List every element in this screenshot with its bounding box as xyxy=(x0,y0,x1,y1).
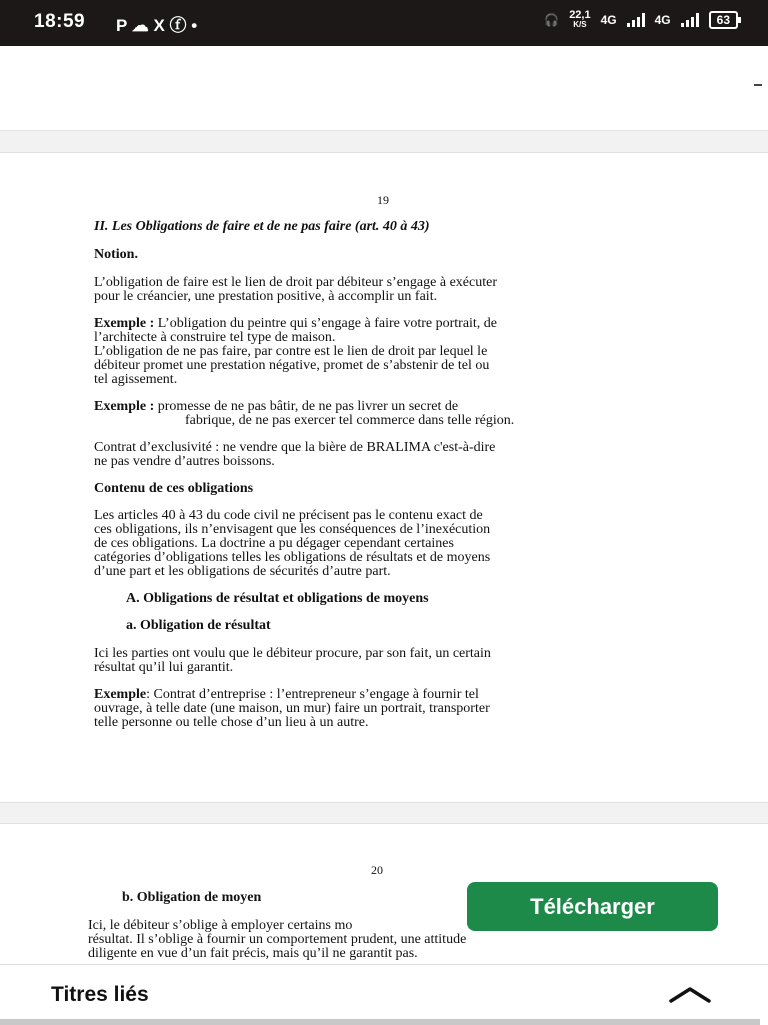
example-line: fabrique, de ne pas exercer tel commerce dans telle région. xyxy=(185,413,515,428)
download-button[interactable]: Télécharger xyxy=(467,882,718,931)
paragraph-line: résultat. Il s’oblige à fournir un comportement prudent, une attitude xyxy=(88,932,467,947)
paragraph-line: ces obligations, ils n’envisagent que les conséquences de l’inexécution xyxy=(94,522,491,537)
battery-icon: 63 xyxy=(709,11,738,29)
page-mark xyxy=(754,84,762,86)
contenu-heading: Contenu de ces obligations xyxy=(94,481,254,496)
network-speed: 22,1 K/S xyxy=(569,9,591,29)
example-line: Exemple: Contrat d’entreprise : l’entrepreneur s’engage à fournir tel xyxy=(94,687,479,702)
example-line: telle personne ou telle chose d’un lieu à un autre. xyxy=(94,715,369,730)
section-heading: II. Les Obligations de faire et de ne pas faire (art. 40 à 43) xyxy=(94,219,430,234)
notification-icons: P ☁ X ⓕ • xyxy=(116,16,198,35)
paragraph-line: diligente en vue d’un fait précis, mais qu’il ne garantit pas. xyxy=(88,946,418,961)
page-number: 19 xyxy=(377,193,389,207)
paragraph-line: L’obligation de faire est le lien de droit par débiteur s’engage à exécuter xyxy=(94,275,497,290)
paragraph-line: Les articles 40 à 43 du code civil ne précisent pas le contenu exact de xyxy=(94,508,483,523)
chevron-up-icon[interactable] xyxy=(668,983,712,1005)
paragraph-line: Ici les parties ont voulu que le débiteur procure, par son fait, un certain xyxy=(94,646,491,661)
network-type-1: 4G xyxy=(600,13,617,27)
page-number: 20 xyxy=(371,863,383,877)
status-bar xyxy=(0,0,768,46)
status-right xyxy=(544,10,738,30)
subsection-b-heading: b. Obligation de moyen xyxy=(122,890,262,905)
paragraph-line: résultat qu’il lui garantit. xyxy=(94,660,234,675)
paragraph-line: Ici, le débiteur s’oblige à employer certains mo xyxy=(88,918,353,933)
notion-heading: Notion. xyxy=(94,247,138,262)
paragraph-line: Contrat d’exclusivité : ne vendre que la bière de BRALIMA c'est-à-dire xyxy=(94,440,496,455)
example-line: Exemple : L’obligation du peintre qui s’engage à faire votre portrait, de xyxy=(94,316,498,331)
paragraph-line: catégories d’obligations telles les obligations de résultats et de moyens xyxy=(94,550,491,565)
related-titles-label: Titres liés xyxy=(51,983,149,1006)
section-a-heading: A. Obligations de résultat et obligations de moyens xyxy=(126,591,429,606)
signal-icon xyxy=(627,13,645,27)
status-time: 18:59 xyxy=(34,11,86,32)
paragraph-line: de ces obligations. La doctrine a pu dégager cependant certaines xyxy=(94,536,454,551)
example-line: tel agissement. xyxy=(94,372,178,387)
example-line: l’architecte à construire tel type de maison. xyxy=(94,330,336,345)
headphones-icon: 🎧 xyxy=(544,13,560,27)
paragraph-line: ne pas vendre d’autres boissons. xyxy=(94,454,275,469)
example-line: Exemple : promesse de ne pas bâtir, de ne pas livrer un secret de xyxy=(94,399,459,414)
example-line: débiteur promet une prestation négative, promet de s’abstenir de tel ou xyxy=(94,358,490,373)
signal-icon-2 xyxy=(681,13,699,27)
scroll-indicator xyxy=(0,1019,760,1025)
network-type-2: 4G xyxy=(654,13,671,27)
document-page-previous xyxy=(0,46,768,131)
paragraph-line: d’une part et les obligations de sécurités d’autre part. xyxy=(94,564,391,579)
document-page-19 xyxy=(0,152,768,803)
example-line: L’obligation de ne pas faire, par contre est le lien de droit par lequel le xyxy=(94,344,488,359)
example-line: ouvrage, à telle date (une maison, un mur) faire un portrait, transporter xyxy=(94,701,490,716)
related-titles-bar[interactable] xyxy=(0,964,768,1025)
paragraph-line: pour le créancier, une prestation positive, à accomplir un fait. xyxy=(94,289,438,304)
subsection-a-heading: a. Obligation de résultat xyxy=(126,618,271,633)
